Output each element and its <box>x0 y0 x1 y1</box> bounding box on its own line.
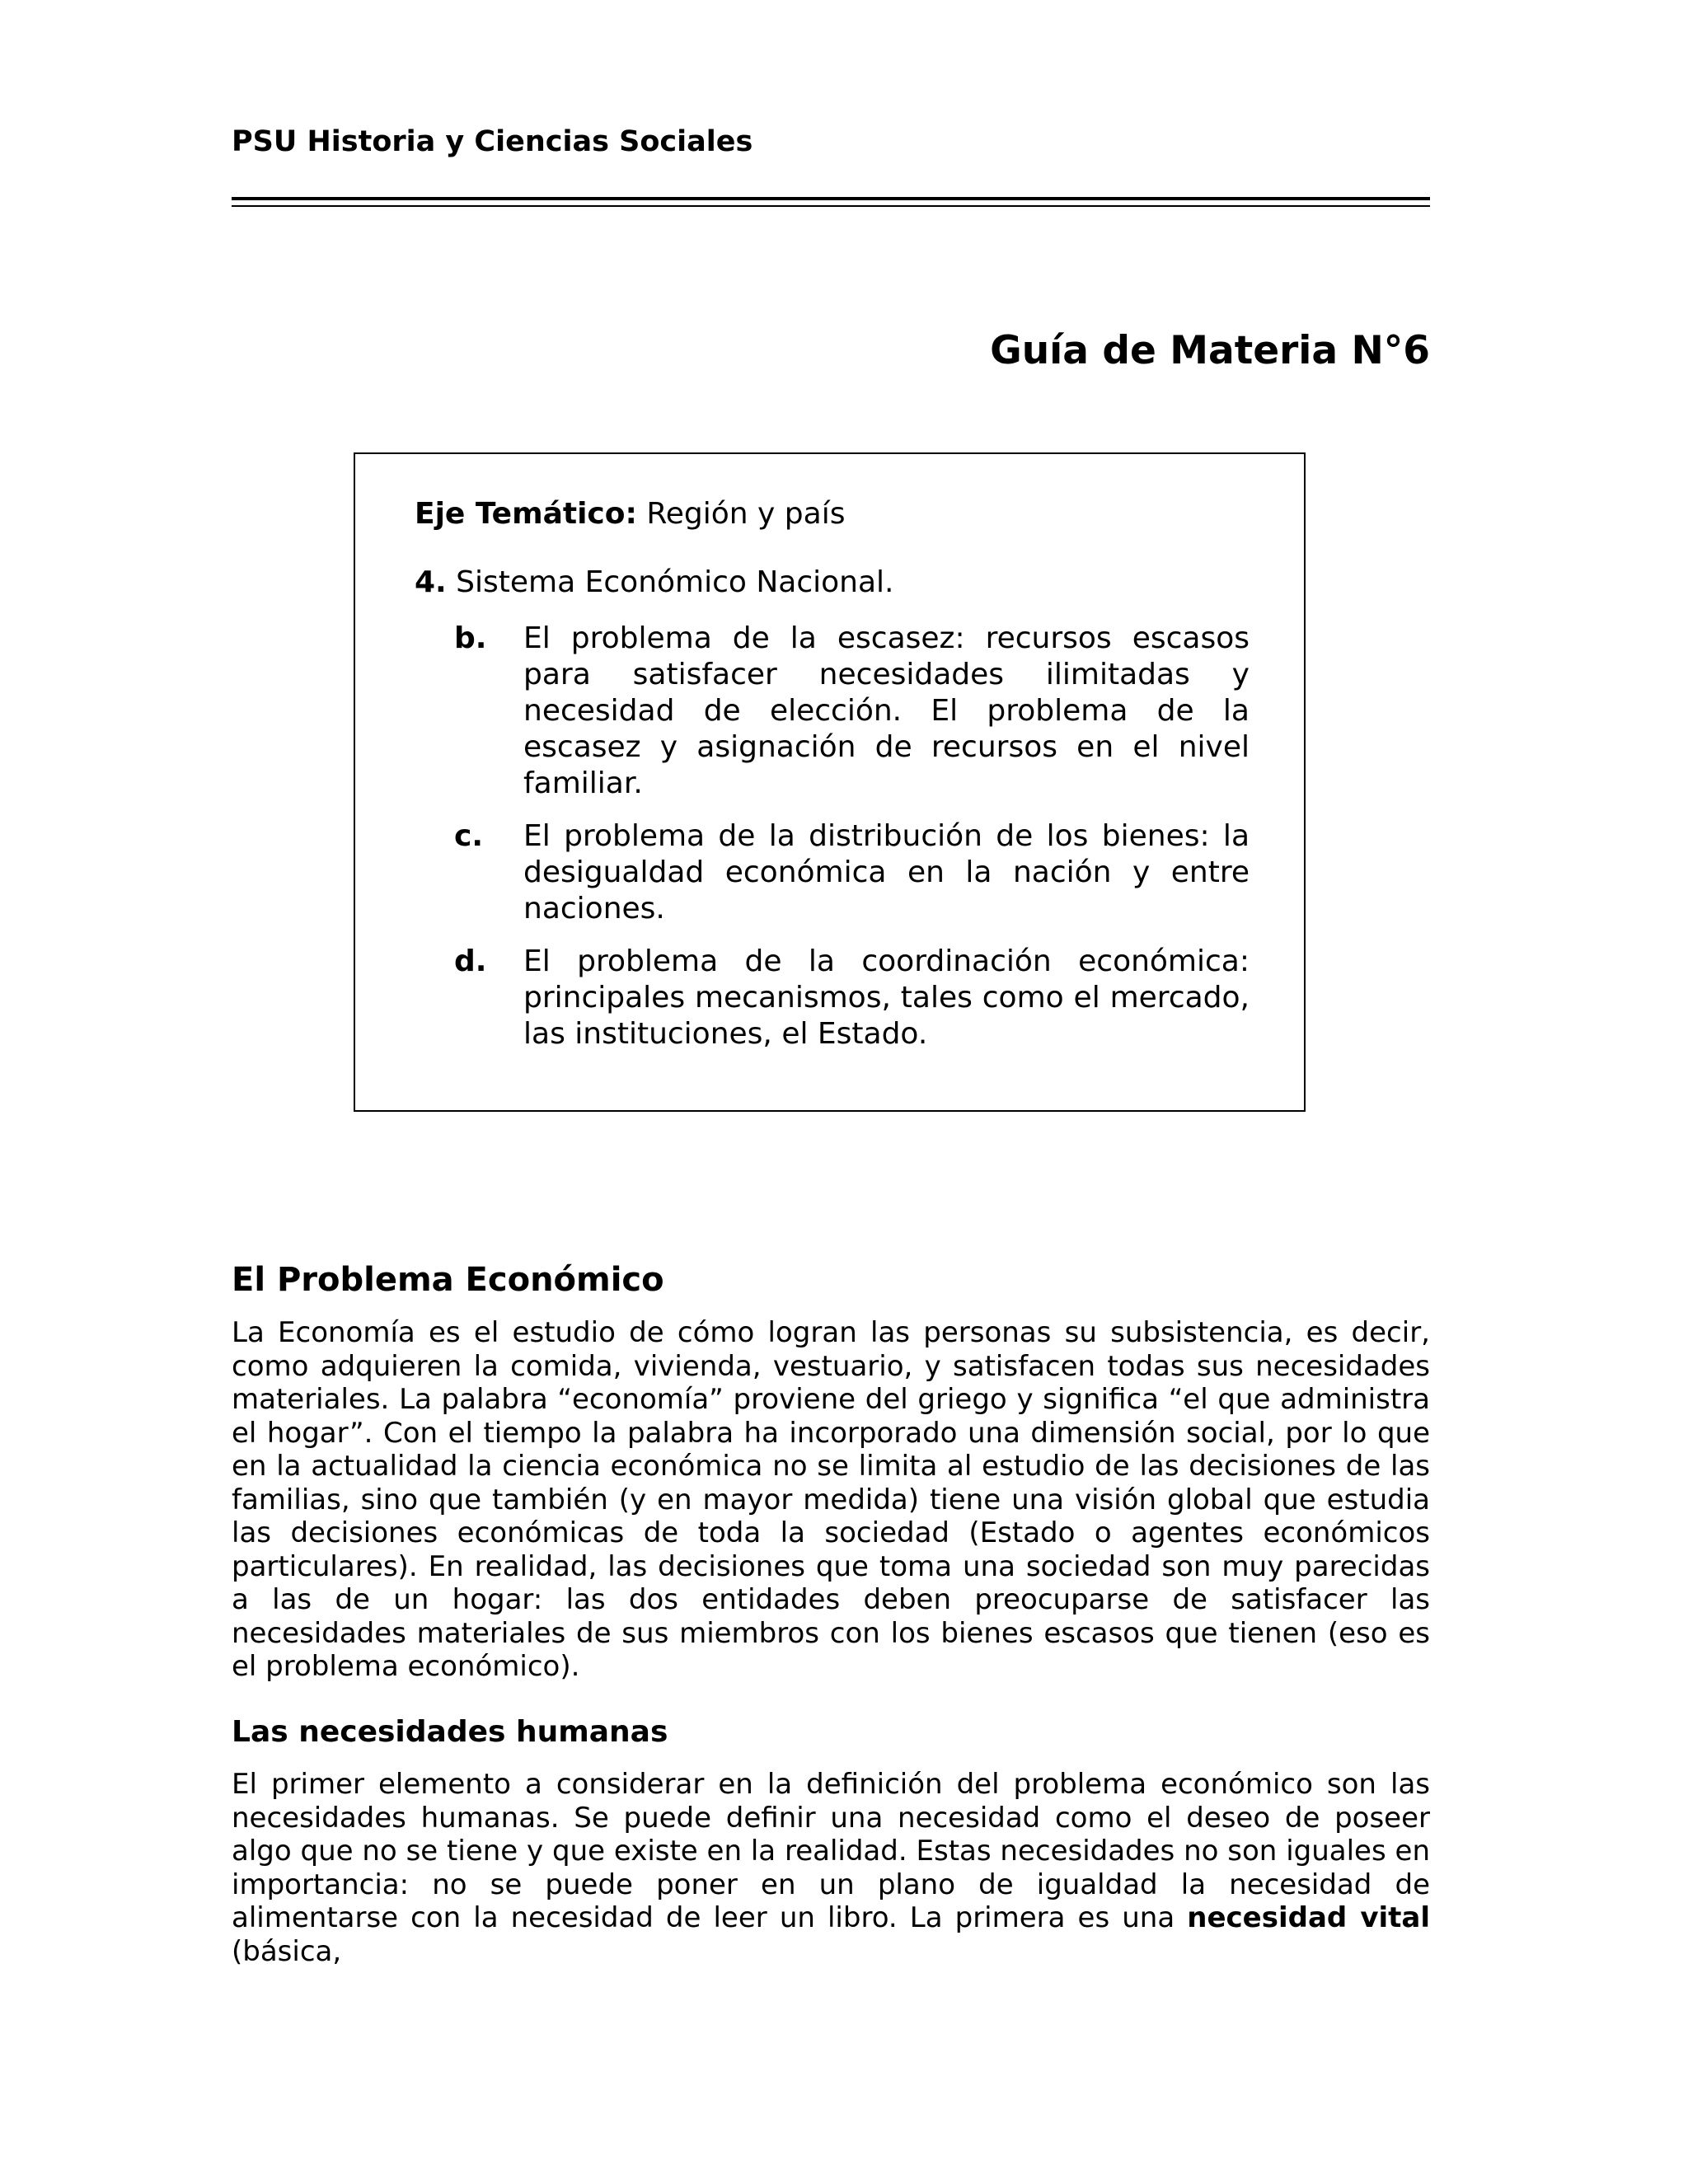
section-number: 4. <box>415 565 447 599</box>
page-header-title: PSU Historia y Ciencias Sociales <box>232 125 753 158</box>
topic-text: El problema de la distribución de los bienes: la desigualdad económica en la nación y entre naciones. <box>523 819 1250 926</box>
heading-necesidades-humanas: Las necesidades humanas <box>232 1715 668 1749</box>
topic-text: El problema de la escasez: recursos escasos para satisfacer necesidades ilimitadas y necesidad de elección. El problema de la escasez y asignación de recursos en el nivel familiar. <box>523 621 1250 800</box>
axis-label: Eje Temático: <box>415 497 637 531</box>
topic-letter: b. <box>454 621 487 655</box>
paragraph-text: El primer elemento a considerar en la definición del problema económico son las necesidades humanas. Se puede definir una necesidad como el deseo de poseer algo que no se tiene y que existe en la realidad. Estas necesidades no son iguales en importancia: no se puede poner en un plano de igualdad la necesidad de alimentarse con la necesidad de leer un libro. La primera es una <box>232 1768 1430 1934</box>
paragraph-necesidades-humanas <box>232 1768 1430 1968</box>
paragraph-problema-economico: La Economía es el estudio de cómo logran las personas su subsistencia, es decir, como adquieren la comida, vivienda, vestuario, y satisfacen todas sus necesidades materiales. La palabra “economía” proviene del griego y significa “el que administra el hogar”. Con el tiempo la palabra ha incorporado una dimensión social, por lo que en la actualidad la ciencia económica no se limita al estudio de las decisiones de las familias, sino que también (y en mayor medida) tiene una visión global que estudia las decisiones económicas de toda la sociedad (Estado o agentes económicos particulares). En realidad, las decisiones que toma una sociedad son muy parecidas a las de un hogar: las dos entidades deben preocuparse de satisfacer las necesidades materiales de sus miembros con los bienes escasos que tienen (eso es el problema económico). <box>232 1316 1430 1683</box>
topic-text: El problema de la coordinación económica: principales mecanismos, tales como el mercado, las instituciones, el Estado. <box>523 944 1250 1051</box>
topic-letter: d. <box>454 944 487 978</box>
header-divider-thin <box>232 205 1430 207</box>
topic-item-d <box>454 944 1250 1052</box>
bold-term-necesidad-vital: necesidad vital <box>1187 1901 1431 1934</box>
heading-problema-economico: El Problema Económico <box>232 1261 664 1299</box>
thematic-axis-box <box>354 452 1306 1112</box>
section-title: Sistema Económico Nacional. <box>446 565 894 599</box>
header-divider <box>232 197 1430 200</box>
axis-line <box>415 497 845 531</box>
paragraph-text-continued: (básica, <box>232 1934 342 1968</box>
topic-letter: c. <box>454 819 484 853</box>
axis-value: Región y país <box>636 497 846 531</box>
topic-item-c <box>454 818 1250 927</box>
topic-item-b <box>454 621 1250 802</box>
section-line <box>415 565 894 599</box>
guide-title: Guía de Materia N°6 <box>990 328 1430 373</box>
